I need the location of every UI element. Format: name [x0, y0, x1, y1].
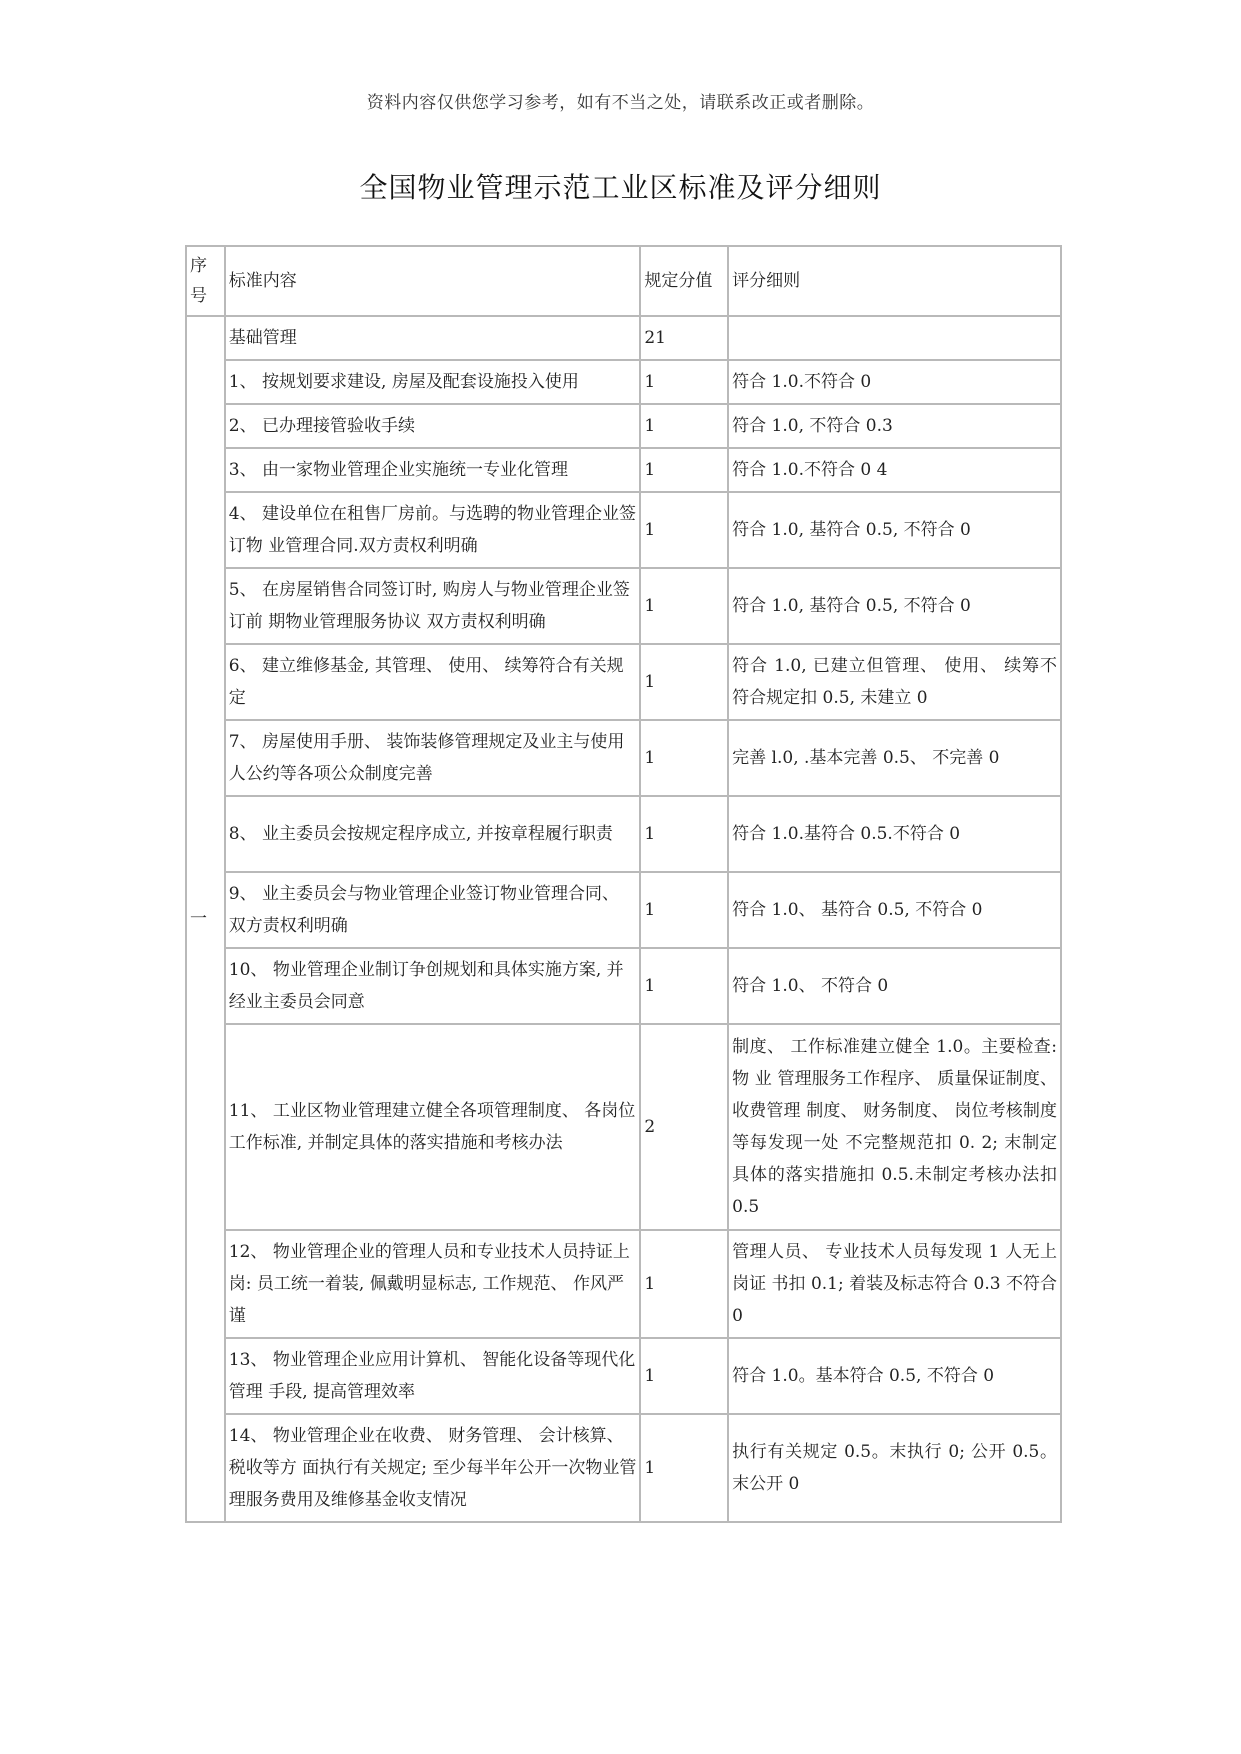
row-content: 12、 物业管理企业的管理人员和专业技术人员持证上岗: 员工统一着装, 佩戴明显标志, 工作规范、 作风严谨 — [225, 1230, 641, 1338]
document-title: 全国物业管理示范工业区标准及评分细则 — [359, 171, 882, 204]
row-rule: 符合 1.0.不符合 0 4 — [728, 448, 1061, 492]
row-score: 1 — [640, 1338, 728, 1414]
row-score: 1 — [640, 796, 728, 872]
table-row — [186, 1414, 1061, 1522]
row-score: 1 — [640, 492, 728, 568]
row-rule: 符合 1.0.基符合 0.5.不符合 0 — [728, 796, 1061, 872]
table-row — [186, 1230, 1061, 1338]
row-rule: 符合 1.0, 基符合 0.5, 不符合 0 — [728, 568, 1061, 644]
header-note: 资料内容仅供您学习参考，如有不当之处，请联系改正或者删除。 — [366, 93, 875, 113]
table-row — [186, 404, 1061, 448]
table-row — [186, 720, 1061, 796]
row-score: 2 — [640, 1024, 728, 1230]
table-row — [186, 872, 1061, 948]
section-score: 21 — [640, 316, 728, 360]
table-row — [186, 1338, 1061, 1414]
row-content: 13、 物业管理企业应用计算机、 智能化设备等现代化管理 手段, 提高管理效率 — [225, 1338, 641, 1414]
row-score: 1 — [640, 448, 728, 492]
row-score: 1 — [640, 1414, 728, 1522]
row-rule: 符合 1.0、 基符合 0.5, 不符合 0 — [728, 872, 1061, 948]
row-rule: 制度、 工作标准建立健全 1.0。主要检查: 物 业 管理服务工作程序、 质量保证制度、 收费管理 制度、 财务制度、 岗位考核制度等每发现一处 不完整规范扣 0. 2; 末制定具体的落实措施扣 0.5.未制定考核办法扣 0.5 — [728, 1024, 1061, 1230]
header-rule: 评分细则 — [728, 246, 1061, 316]
row-content: 7、 房屋使用手册、 装饰装修管理规定及业主与使用人公约等各项公众制度完善 — [225, 720, 641, 796]
row-content: 10、 物业管理企业制订争创规划和具体实施方案, 并经业主委员会同意 — [225, 948, 641, 1024]
row-content: 11、 工业区物业管理建立健全各项管理制度、 各岗位工作标准, 并制定具体的落实措施和考核办法 — [225, 1024, 641, 1230]
table-row — [186, 948, 1061, 1024]
row-rule: 符合 1.0.不符合 0 — [728, 360, 1061, 404]
row-score: 1 — [640, 872, 728, 948]
table-row — [186, 448, 1061, 492]
table-header-row — [186, 246, 1061, 316]
table-row — [186, 1024, 1061, 1230]
row-rule: 符合 1.0、 不符合 0 — [728, 948, 1061, 1024]
row-rule: 符合 1.0。基本符合 0.5, 不符合 0 — [728, 1338, 1061, 1414]
section-name: 基础管理 — [225, 316, 641, 360]
row-rule: 符合 1.0, 不符合 0.3 — [728, 404, 1061, 448]
row-rule: 执行有关规定 0.5。末执行 0; 公开 0.5。末公开 0 — [728, 1414, 1061, 1522]
table-row — [186, 568, 1061, 644]
header-seq: 序号 — [186, 246, 225, 316]
header-content: 标准内容 — [225, 246, 641, 316]
table-row — [186, 796, 1061, 872]
row-content: 9、 业主委员会与物业管理企业签订物业管理合同、 双方责权利明确 — [225, 872, 641, 948]
table-row — [186, 360, 1061, 404]
row-content: 8、 业主委员会按规定程序成立, 并按章程履行职责 — [225, 796, 641, 872]
row-content: 5、 在房屋销售合同签订时, 购房人与物业管理企业签订前 期物业管理服务协议 双方责权利明确 — [225, 568, 641, 644]
table-row — [186, 492, 1061, 568]
row-score: 1 — [640, 720, 728, 796]
row-score: 1 — [640, 1230, 728, 1338]
section-number: 一 — [186, 316, 225, 1522]
row-content: 1、 按规划要求建设, 房屋及配套设施投入使用 — [225, 360, 641, 404]
row-rule: 管理人员、 专业技术人员每发现 1 人无上岗证 书扣 0.1; 着装及标志符合 0.3 不符合 0 — [728, 1230, 1061, 1338]
row-score: 1 — [640, 360, 728, 404]
row-content: 14、 物业管理企业在收费、 财务管理、 会计核算、 税收等方 面执行有关规定; 至少每半年公开一次物业管理服务费用及维修基金收支情况 — [225, 1414, 641, 1522]
row-content: 4、 建设单位在租售厂房前。与选聘的物业管理企业签订物 业管理合同.双方责权利明确 — [225, 492, 641, 568]
row-score: 1 — [640, 404, 728, 448]
header-score: 规定分值 — [640, 246, 728, 316]
row-content: 3、 由一家物业管理企业实施统一专业化管理 — [225, 448, 641, 492]
section-rule — [728, 316, 1061, 360]
section-row — [186, 316, 1061, 360]
row-content: 6、 建立维修基金, 其管理、 使用、 续筹符合有关规定 — [225, 644, 641, 720]
row-content: 2、 已办理接管验收手续 — [225, 404, 641, 448]
scoring-table — [185, 245, 1062, 1523]
row-rule: 符合 1.0, 基符合 0.5, 不符合 0 — [728, 492, 1061, 568]
row-score: 1 — [640, 568, 728, 644]
row-rule: 完善 l.0, .基本完善 0.5、 不完善 0 — [728, 720, 1061, 796]
table-row — [186, 644, 1061, 720]
row-score: 1 — [640, 644, 728, 720]
row-score: 1 — [640, 948, 728, 1024]
row-rule: 符合 1.0, 已建立但管理、 使用、 续筹不符合规定扣 0.5, 未建立 0 — [728, 644, 1061, 720]
